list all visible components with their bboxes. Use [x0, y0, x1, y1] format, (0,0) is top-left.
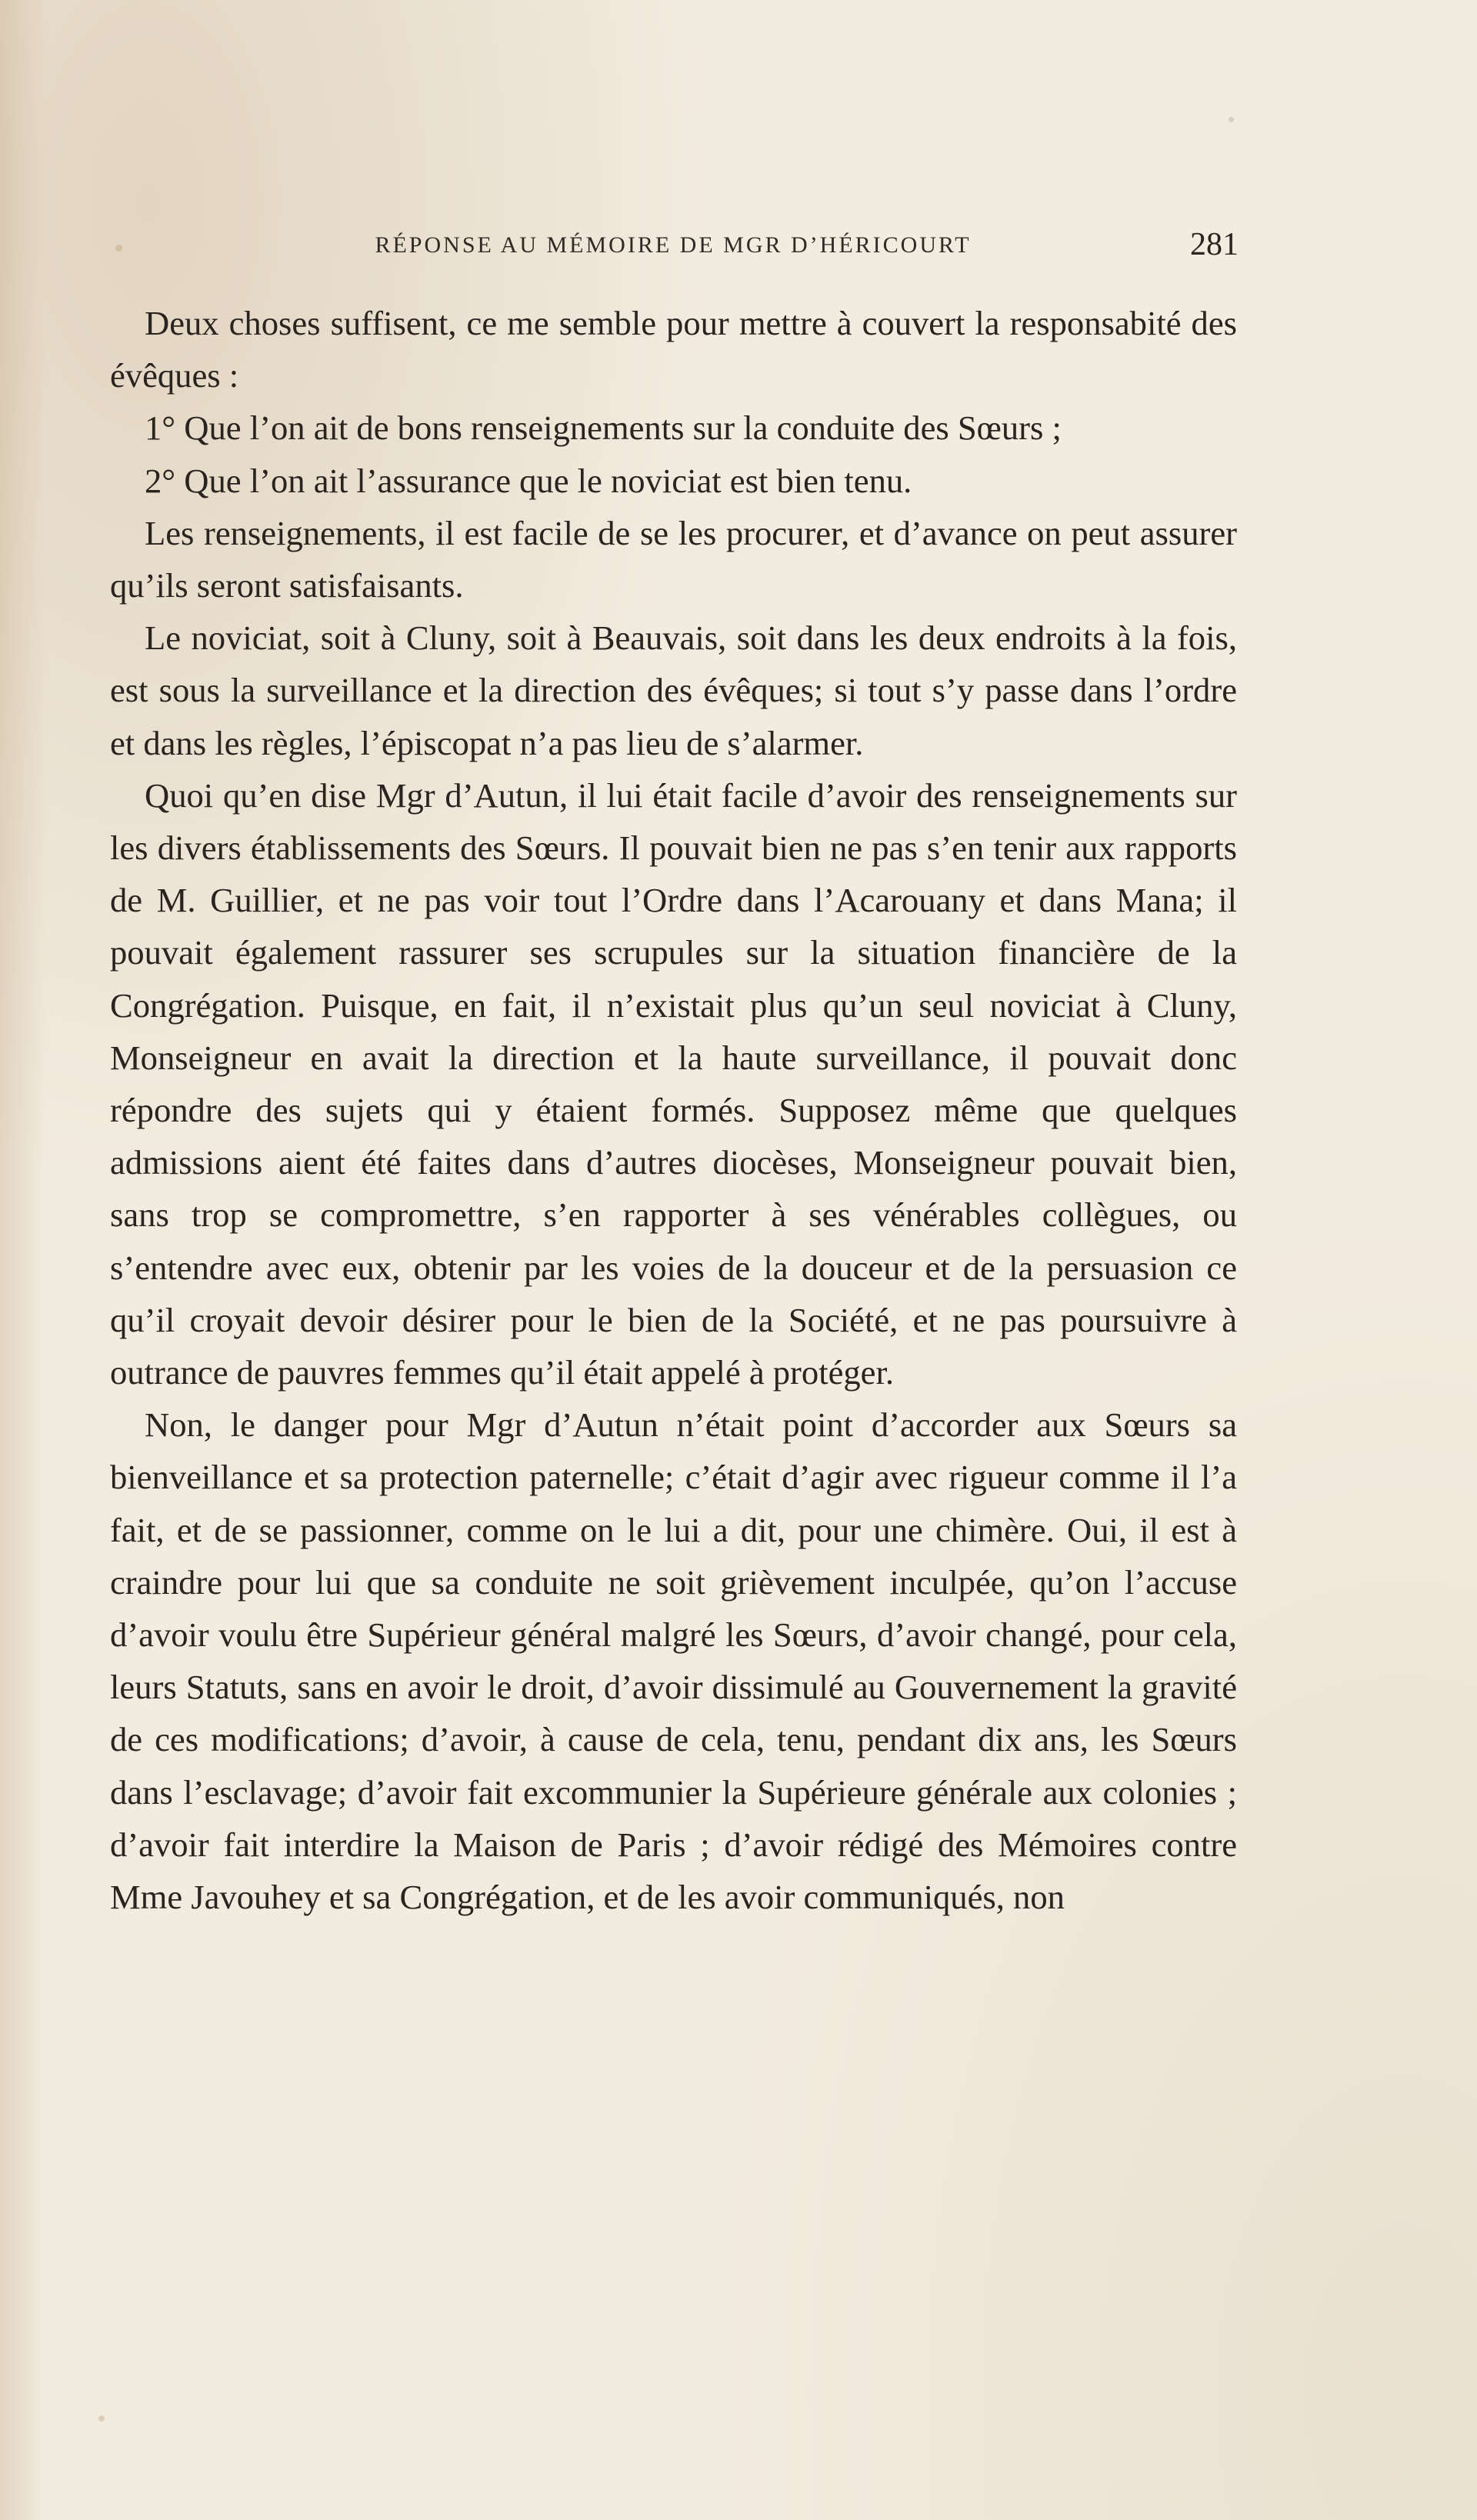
paragraph: Non, le danger pour Mgr d’Autun n’était point d’accorder aux Sœurs sa bienveillance et sa protection paternelle; c’était d’agir avec rigueur comme il l’a fait, et de se passionner, comme on le lui a dit, pour une chimère. Oui, il est à craindre pour lui que sa conduite ne soit grièvement inculpée, qu’on l’accuse d’avoir voulu être Supérieur général malgré les Sœurs, d’avoir changé, pour cela, leurs Statuts, sans en avoir le droit, d’avoir dissimulé au Gouvernement la gravité de ces modifications; d’avoir, à cause de cela, tenu, pendant dix ans, les Sœurs dans l’esclavage; d’avoir fait excommunier la Supérieure générale aux colonies ; d’avoir fait interdire la Maison de Paris ; d’avoir rédigé des Mémoires contre Mme Javouhey et sa Congrégation, et de les avoir communiqués, non — [110, 1405, 1237, 1917]
paper-stain — [98, 2415, 105, 2422]
body-text — [110, 297, 1237, 1923]
page-header — [108, 226, 1239, 272]
paper-stain — [1229, 117, 1234, 122]
paragraph: 1° Que l’on ait de bons renseignements sur la conduite des Sœurs ; — [145, 408, 1062, 448]
paragraph: Quoi qu’en dise Mgr d’Autun, il lui était facile d’avoir des renseignements sur les divers établissements des Sœurs. Il pouvait bien ne pas s’en tenir aux rapports de M. Guillier, et ne pas voir tout l’Ordre dans l’Acarouany et dans Mana; il pouvait également rassurer ses scrupules sur la situation financière de la Congrégation. Puisque, en fait, il n’existait plus qu’un seul noviciat à Cluny, Monseigneur en avait la direction et la haute surveillance, il pouvait donc répondre des sujets qui y étaient formés. Supposez même que quelques admissions aient été faites dans d’autres diocèses, Monseigneur pouvait bien, sans trop se compromettre, s’en rapporter à ses vénérables collègues, ou s’entendre avec eux, obtenir par les voies de la douceur et de la persuasion ce qu’il croyait devoir désirer pour le bien de la Société, et ne pas poursuivre à outrance de pauvres femmes qu’il était appelé à protéger. — [110, 775, 1237, 1392]
running-head: RÉPONSE AU MÉMOIRE DE MGR D’HÉRICOURT — [375, 232, 972, 258]
paragraph: Deux choses suffisent, ce me semble pour mettre à couvert la responsabité des évêques : — [110, 304, 1237, 395]
paragraph: 2° Que l’on ait l’assurance que le noviciat est bien tenu. — [145, 461, 912, 500]
paragraph: Le noviciat, soit à Cluny, soit à Beauvais, soit dans les deux endroits à la fois, est sous la surveillance et la direction des évêques; si tout s’y passe dans l’ordre et dans les règles, l’épiscopat n’a pas lieu de s’alarmer. — [110, 618, 1237, 762]
paragraph: Les renseignements, il est facile de se les procurer, et d’avance on peut assurer qu’ils seront satisfaisants. — [110, 513, 1237, 605]
page-number: 281 — [1190, 227, 1239, 262]
